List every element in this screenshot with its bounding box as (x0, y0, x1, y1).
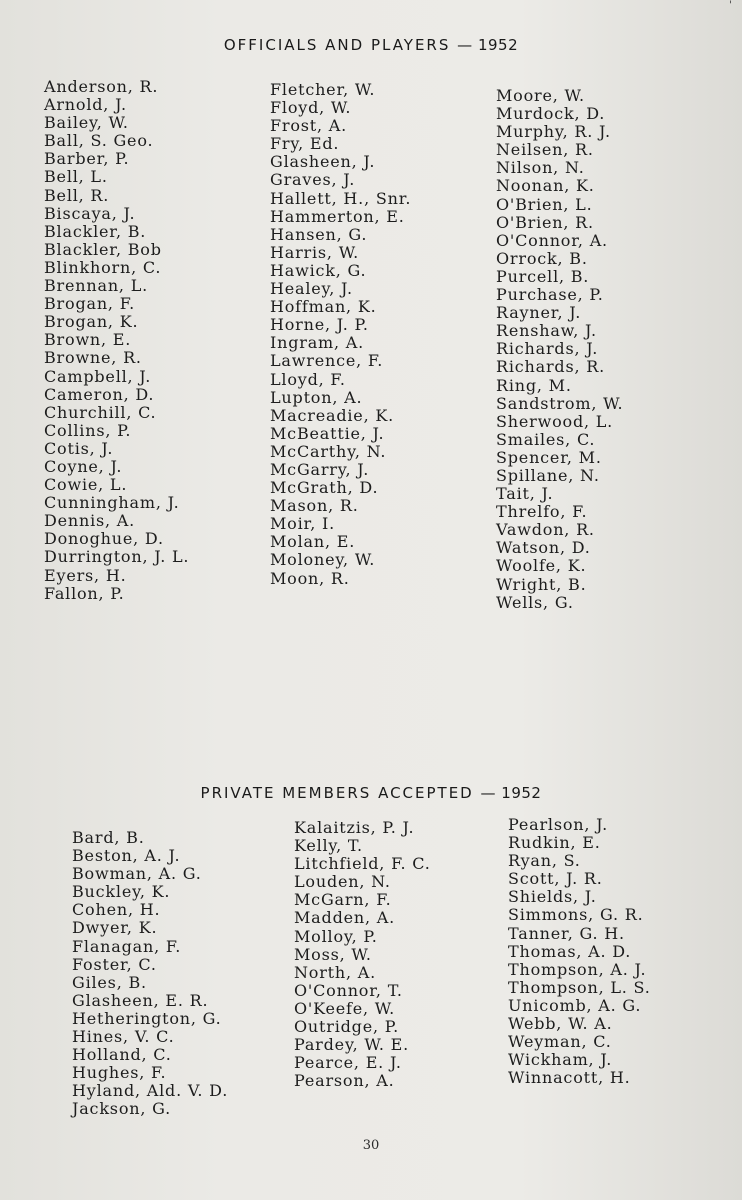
name-entry: Horne, J. P. (270, 315, 369, 335)
name-entry: Webb, W. A. (508, 1014, 613, 1034)
name-entry: Nilson, N. (496, 158, 585, 178)
name-entry: Barber, P. (44, 149, 130, 169)
name-entry: Pearce, E. J. (294, 1053, 402, 1073)
name-entry: Threlfo, F. (496, 502, 588, 522)
name-entry: Bailey, W. (44, 113, 129, 133)
name-entry: Campbell, J. (44, 366, 152, 386)
name-entry: Cohen, H. (72, 900, 161, 920)
name-entry: Shields, J. (508, 887, 597, 907)
name-entry: Tait, J. (496, 484, 554, 504)
name-entry: Moir, I. (270, 514, 336, 534)
name-entry: Wright, B. (496, 574, 587, 594)
name-entry: Healey, J. (270, 279, 353, 299)
officials-year: — 1952 (457, 36, 519, 54)
name-entry: Moore, W. (496, 86, 585, 105)
name-entry: Hetherington, G. (72, 1008, 222, 1028)
name-entry: Browne, R. (44, 348, 142, 368)
name-entry: Ryan, S. (508, 851, 581, 871)
name-entry: Noonan, K. (496, 176, 595, 196)
name-entry: Hawick, G. (270, 260, 367, 280)
name-entry: Thompson, L. S. (508, 977, 651, 997)
name-entry: Cotis, J. (44, 438, 114, 458)
name-entry: Moss, W. (294, 944, 372, 964)
name-entry: Glasheen, J. (270, 152, 376, 172)
name-entry: Smailes, C. (496, 429, 596, 449)
name-entry: Lawrence, F. (270, 351, 384, 371)
name-entry: Ingram, A. (270, 333, 365, 353)
name-entry: Orrock, B. (496, 248, 588, 268)
name-entry: Collins, P. (44, 420, 132, 440)
name-entry: O'Brien, R. (496, 212, 594, 232)
name-entry: Pearson, A. (294, 1071, 395, 1091)
name-entry: Frost, A. (270, 116, 348, 136)
name-entry: Harris, W. (270, 242, 360, 262)
name-entry: Woolfe, K. (496, 556, 587, 576)
private-members-heading (0, 784, 742, 802)
name-entry: Churchill, C. (44, 402, 157, 422)
name-entry: Ball, S. Geo. (44, 131, 154, 151)
name-entry: Ring, M. (496, 375, 572, 395)
name-entry: Thompson, A. J. (508, 959, 647, 979)
name-entry: Weyman, C. (508, 1032, 612, 1052)
name-entry: McGrath, D. (270, 478, 379, 498)
name-entry: Spencer, M. (496, 447, 602, 467)
name-entry: Wickham, J. (508, 1050, 613, 1070)
name-entry: Foster, C. (72, 954, 157, 974)
name-entry: Simmons, G. R. (508, 905, 644, 925)
name-entry: Arnold, J. (44, 95, 127, 115)
private-members-column-1 (72, 829, 228, 1119)
name-entry: Holland, C. (72, 1045, 172, 1065)
name-entry: Purcell, B. (496, 266, 590, 286)
name-entry: McBeattie, J. (270, 423, 385, 443)
page-number: 30 (362, 1138, 380, 1153)
name-entry: Thomas, A. D. (508, 941, 632, 961)
private-members-column-3 (508, 816, 651, 1087)
name-entry: Richards, R. (496, 357, 605, 377)
name-entry: Richards, J. (496, 339, 599, 359)
name-entry: Fry, Ed. (270, 134, 340, 154)
private-members-year: — 1952 (480, 784, 542, 802)
name-entry: Molan, E. (270, 532, 356, 552)
name-entry: Purchase, P. (496, 285, 604, 305)
name-entry: Hines, V. C. (72, 1027, 175, 1047)
name-entry: Madden, A. (294, 908, 395, 928)
name-entry: Durrington, J. L. (44, 547, 190, 567)
name-entry: Brogan, K. (44, 312, 139, 332)
name-entry: Hammerton, E. (270, 206, 405, 226)
name-entry: Biscaya, J. (44, 203, 136, 223)
name-entry: Bell, R. (44, 185, 110, 205)
name-entry: Buckley, K. (72, 882, 171, 902)
name-entry: Eyers, H. (44, 565, 127, 585)
name-entry: Fletcher, W. (270, 80, 376, 99)
name-entry: Beston, A. J. (72, 846, 181, 866)
name-entry: O'Connor, T. (294, 980, 403, 1000)
name-entry: Vawdon, R. (496, 520, 595, 540)
name-entry: Brown, E. (44, 330, 132, 350)
name-entry: Louden, N. (294, 872, 391, 892)
name-entry: O'Connor, A. (496, 230, 608, 250)
name-entry: Winnacott, H. (508, 1068, 631, 1088)
name-entry: Kalaitzis, P. J. (294, 818, 415, 837)
name-entry: Litchfield, F. C. (294, 854, 431, 874)
name-entry: Pearlson, J. (508, 815, 608, 834)
name-entry: Murphy, R. J. (496, 122, 611, 142)
name-entry: Lloyd, F. (270, 369, 346, 389)
name-entry: Anderson, R. (44, 77, 159, 96)
name-entry: McGarry, J. (270, 459, 370, 479)
officials-title: OFFICIALS AND PLAYERS (223, 36, 451, 54)
officials-heading (0, 36, 742, 54)
name-entry: Dennis, A. (44, 511, 136, 531)
name-entry: Murdock, D. (496, 104, 606, 124)
name-entry: McCarthy, N. (270, 441, 387, 461)
name-entry: Coyne, J. (44, 456, 123, 476)
name-entry: Hyland, Ald. V. D. (72, 1081, 229, 1101)
name-entry: Jackson, G. (72, 1099, 172, 1119)
name-entry: O'Keefe, W. (294, 998, 396, 1018)
name-entry: Molloy, P. (294, 926, 378, 946)
name-entry: Brogan, F. (44, 294, 135, 314)
name-entry: Rayner, J. (496, 303, 582, 323)
officials-column-1 (44, 78, 189, 603)
name-entry: Pardey, W. E. (294, 1035, 410, 1055)
name-entry: Spillane, N. (496, 465, 600, 485)
name-entry: Rudkin, E. (508, 833, 601, 853)
name-entry: Hughes, F. (72, 1063, 167, 1083)
name-entry: Wells, G. (496, 592, 574, 612)
name-entry: Kelly, T. (294, 836, 363, 856)
name-entry: Sherwood, L. (496, 411, 614, 431)
name-entry: Graves, J. (270, 170, 356, 190)
name-entry: Donoghue, D. (44, 529, 164, 549)
name-entry: Watson, D. (496, 538, 591, 558)
name-entry: Hallett, H., Snr. (270, 188, 412, 208)
name-entry: McGarn, F. (294, 890, 392, 910)
name-entry: Fallon, P. (44, 583, 125, 603)
name-entry: Macreadie, K. (270, 405, 394, 425)
name-entry: Flanagan, F. (72, 936, 182, 956)
name-entry: Bowman, A. G. (72, 864, 202, 884)
corner-mark: ' (729, 0, 732, 11)
private-members-column-2 (294, 819, 431, 1090)
name-entry: Sandstrom, W. (496, 393, 624, 413)
name-entry: North, A. (294, 962, 377, 982)
name-entry: Hoffman, K. (270, 297, 377, 317)
name-entry: Giles, B. (72, 972, 147, 992)
name-entry: Cunningham, J. (44, 493, 180, 513)
private-members-title: PRIVATE MEMBERS ACCEPTED (200, 784, 474, 802)
name-entry: Bard, B. (72, 828, 145, 847)
name-entry: Renshaw, J. (496, 321, 597, 341)
name-entry: Brennan, L. (44, 276, 149, 296)
name-entry: Blackler, B. (44, 221, 147, 241)
name-entry: Bell, L. (44, 167, 108, 187)
officials-column-2 (270, 81, 411, 588)
name-entry: Scott, J. R. (508, 869, 603, 889)
name-entry: Tanner, G. H. (508, 923, 625, 943)
name-entry: Mason, R. (270, 496, 359, 516)
name-entry: Glasheen, E. R. (72, 990, 209, 1010)
name-entry: Moon, R. (270, 568, 350, 588)
name-entry: O'Brien, L. (496, 194, 593, 214)
name-entry: Unicomb, A. G. (508, 995, 642, 1015)
name-entry: Hansen, G. (270, 224, 368, 244)
name-entry: Lupton, A. (270, 387, 363, 407)
name-entry: Blackler, Bob (44, 239, 162, 259)
name-entry: Dwyer, K. (72, 918, 158, 938)
name-entry: Blinkhorn, C. (44, 257, 162, 277)
name-entry: Outridge, P. (294, 1017, 399, 1037)
name-entry: Floyd, W. (270, 98, 352, 118)
officials-column-3 (496, 87, 623, 612)
name-entry: Neilsen, R. (496, 140, 594, 160)
name-entry: Cowie, L. (44, 475, 128, 495)
name-entry: Cameron, D. (44, 384, 155, 404)
name-entry: Moloney, W. (270, 550, 376, 570)
